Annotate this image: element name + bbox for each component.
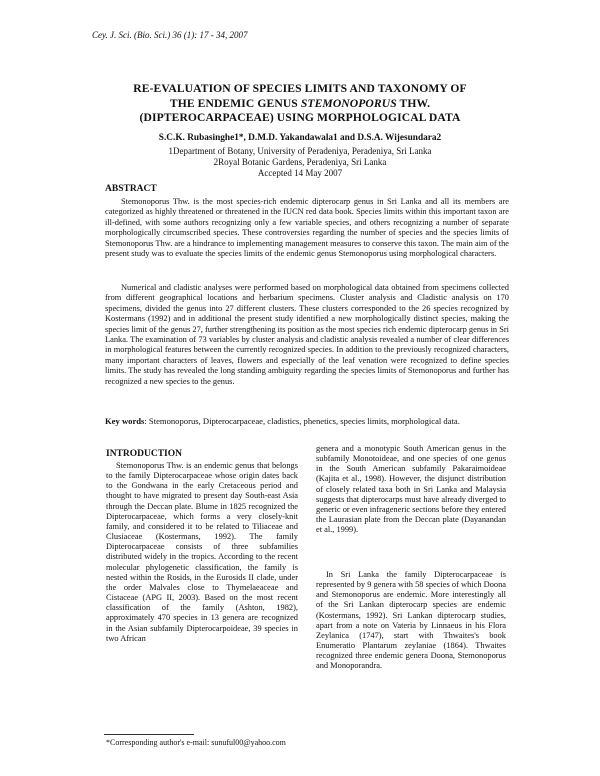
title-line-2 <box>80 97 520 112</box>
keywords-label: Key words <box>105 416 145 426</box>
introduction-left-column: Stemonoporus Thw. is an endemic genus that belongs to the family Dipterocarpaceae whose origin dates back to the Gondwana in the early Cretaceous period and thought to have migrated to present day South-east Asia through the Deccan plate. Blume in 1825 recognized the Dipterocarpaceae, which forms a very closely-knit family, and considered it to be related to Tiliaceae and Clusiaceae (Kostermans, 1992). The family Dipterocarpaceae consists of three subfamilies distributed widely in the tropics. According to the recent molecular phylogenetic classification, the family is nested within the Rosids, in the Eurosids II clade, under the order Malvales close to Thymelaeaceae and Cistaceae (APG II, 2003). Based on the most recent classification of the family (Ashton, 1982), approximately 470 species in 13 genera are recognized in the Asian subfamily Dipterocarpoideae, 39 species in two African <box>106 461 298 643</box>
accepted-date: Accepted 14 May 2007 <box>257 168 343 178</box>
abstract-paragraph-1: Stemonoporus Thw. is the most species-rich endemic dipterocarp genus in Sri Lanka and all its members are categorized as highly threatened or threatened in the IUCN red data book. Species limits within this important taxon are ill-defined, with some authors recognizing only a few variable species, and others recognizing a number of separate morphologically circumscribed species. These controversies regarding the number of species and the species limits of Stemonoporus Thw. are a hindrance to implementing management measures to conserve this taxon. The main aim of the present study was to evaluate the species limits of the endemic genus Stemonoporus using morphological characters. <box>105 197 509 259</box>
running-head: Cey. J. Sci. (Bio. Sci.) 36 (1): 17 - 34, 2007 <box>92 30 248 40</box>
corresponding-author-footnote: *Corresponding author's e-mail: sunuful00@yahoo.com <box>106 738 286 747</box>
title-line-3: (DIPTEROCARPACEAE) USING MORPHOLOGICAL DATA <box>139 111 461 124</box>
introduction-right-paragraph-2: In Sri Lanka the family Dipterocarpaceae is represented by 9 genera with 58 species of which Doona and Stemonoporus are endemic. More interestingly all of the Sri Lankan dipterocarp species are endemic (Kostermans, 1992). Sri Lankan dipterocarp studies, apart from a note on Vateria by Linnaeus in his Flora Zeylanica (1747), start with Thwaites's book Enumeratio Plantarum zeylaniae (1864). Thwaites recognized three endemic genera Doona, Stemonoporus and Monoporandra. <box>316 570 506 671</box>
introduction-heading: INTRODUCTION <box>106 449 183 459</box>
title-line-2-pre: THE ENDEMIC GENUS <box>169 96 301 110</box>
title-genus: STEMONOPORUS <box>300 96 397 110</box>
introduction-right-paragraph-1: genera and a monotypic South American genus in the subfamily Monotoideae, and one species of one genus in the South American subfamily Pakaraimoideae (Kajita et al., 1998). However, the disjunct distribution of closely related taxa both in Sri Lanka and Malaysia suggests that dipterocarps must have already diverged to generic or even infrageneric sections before they entered the Laurasian plate from the Deccan plate (Dayanandan et al., 1999). <box>316 444 506 535</box>
keywords-text: : Stemonoporus, Dipterocarpaceae, cladistics, phenetics, species limits, morphological data. <box>144 416 460 426</box>
affiliation-2: 2Royal Botanic Gardens, Peradeniya, Sri Lanka <box>213 157 387 167</box>
keywords <box>105 416 509 426</box>
abstract-heading: ABSTRACT <box>105 184 157 194</box>
title-line-1: RE-EVALUATION OF SPECIES LIMITS AND TAXONOMY OF <box>133 82 467 95</box>
author-list: S.C.K. Rubasinghe1*, D.M.D. Yakandawala1 and D.S.A. Wijesundara2 <box>158 133 442 143</box>
abstract-paragraph-2: Numerical and cladistic analyses were performed based on morphological data obtained from specimens collected from different geographical locations and herbarium specimens. Cluster analysis and Cladistic analysis on 170 specimens, divided the genus into 27 different clusters. These clusters corresponded to the 26 species recognized by Kostermans (1992) and in additional the present study identified a new morphologically distinct species, making the species limit of the genus 27, further strengthening its position as the most species rich endemic dipterocarp genus in Sri Lanka. The examination of 73 variables by cluster analysis and cladistic analysis revealed a number of clear differences in morphological features between the currently recognized species. In addition to the previously recognized characters, many important characters of leaves, flowers and especially of the leaf venation were recognized to define species limits. The study has revealed the long standing ambiguity regarding the species limits of Stemonoporus and further has recognized a new species to the genus. <box>105 283 509 386</box>
footnote-divider <box>104 734 194 735</box>
title-line-2-post: THW. <box>396 96 431 110</box>
affiliation-1: 1Department of Botany, University of Peradeniya, Peradeniya, Sri Lanka <box>168 146 432 156</box>
paper-title <box>80 82 520 126</box>
